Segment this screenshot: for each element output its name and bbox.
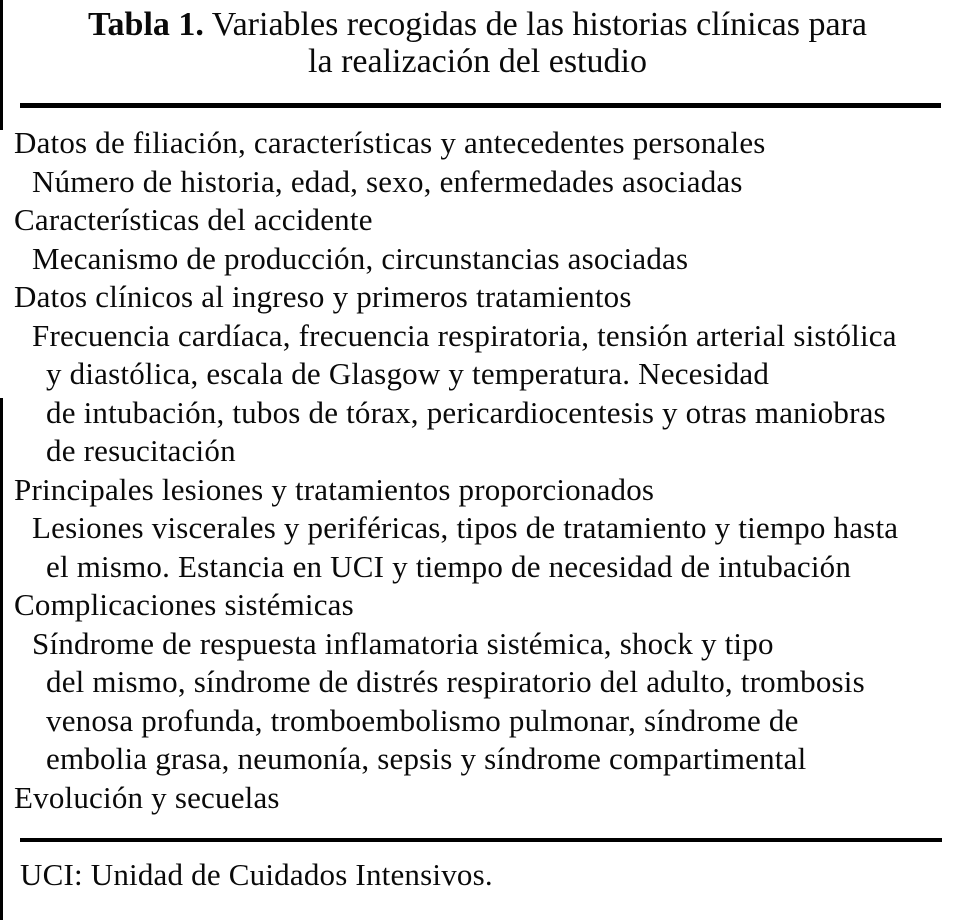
table-line: embolia grasa, neumonía, sepsis y síndrome compartimental — [46, 741, 807, 776]
table-line: Síndrome de respuesta inflamatoria sistémica, shock y tipo — [32, 625, 774, 661]
table-line: Número de historia, edad, sexo, enfermedades asociadas — [32, 163, 743, 199]
table-line: Evolución y secuelas — [14, 779, 280, 815]
table-line: Principales lesiones y tratamientos proporcionados — [14, 471, 655, 507]
bottom-rule — [20, 838, 942, 842]
table-line: Datos clínicos al ingreso y primeros tratamientos — [14, 279, 632, 314]
top-rule — [20, 103, 941, 108]
table-line: Mecanismo de producción, circunstancias asociadas — [32, 240, 689, 276]
table-line: Datos de filiación, características y antecedentes personales — [14, 125, 766, 160]
table-line: Frecuencia cardíaca, frecuencia respiratoria, tensión arterial sistólica — [32, 317, 897, 353]
table-title-label: Tabla 1. — [87, 6, 204, 43]
table-line: Características del accidente — [14, 202, 373, 237]
table-line: venosa profunda, tromboembolismo pulmonar, síndrome de — [46, 702, 799, 738]
table-line: Lesiones viscerales y periféricas, tipos de tratamiento y tiempo hasta — [32, 510, 899, 545]
table-line: el mismo. Estancia en UCI y tiempo de necesidad de intubación — [46, 548, 852, 584]
table-footnote: UCI: Unidad de Cuidados Intensivos. — [20, 857, 493, 892]
table-title-line1-text: Variables recogidas de las historias clínicas para — [211, 6, 867, 43]
table-title-line2: la realización del estudio — [308, 43, 647, 80]
table-title — [0, 6, 955, 80]
table-line: Complicaciones sistémicas — [14, 587, 354, 622]
table-line: de resucitación — [46, 433, 236, 468]
table-line: del mismo, síndrome de distrés respiratorio del adulto, trombosis — [46, 664, 865, 699]
table-line: de intubación, tubos de tórax, pericardiocentesis y otras maniobras — [46, 394, 886, 430]
table-body — [0, 124, 955, 817]
table-line: y diastólica, escala de Glasgow y temperatura. Necesidad — [46, 356, 770, 391]
table-title-line1 — [0, 6, 955, 43]
